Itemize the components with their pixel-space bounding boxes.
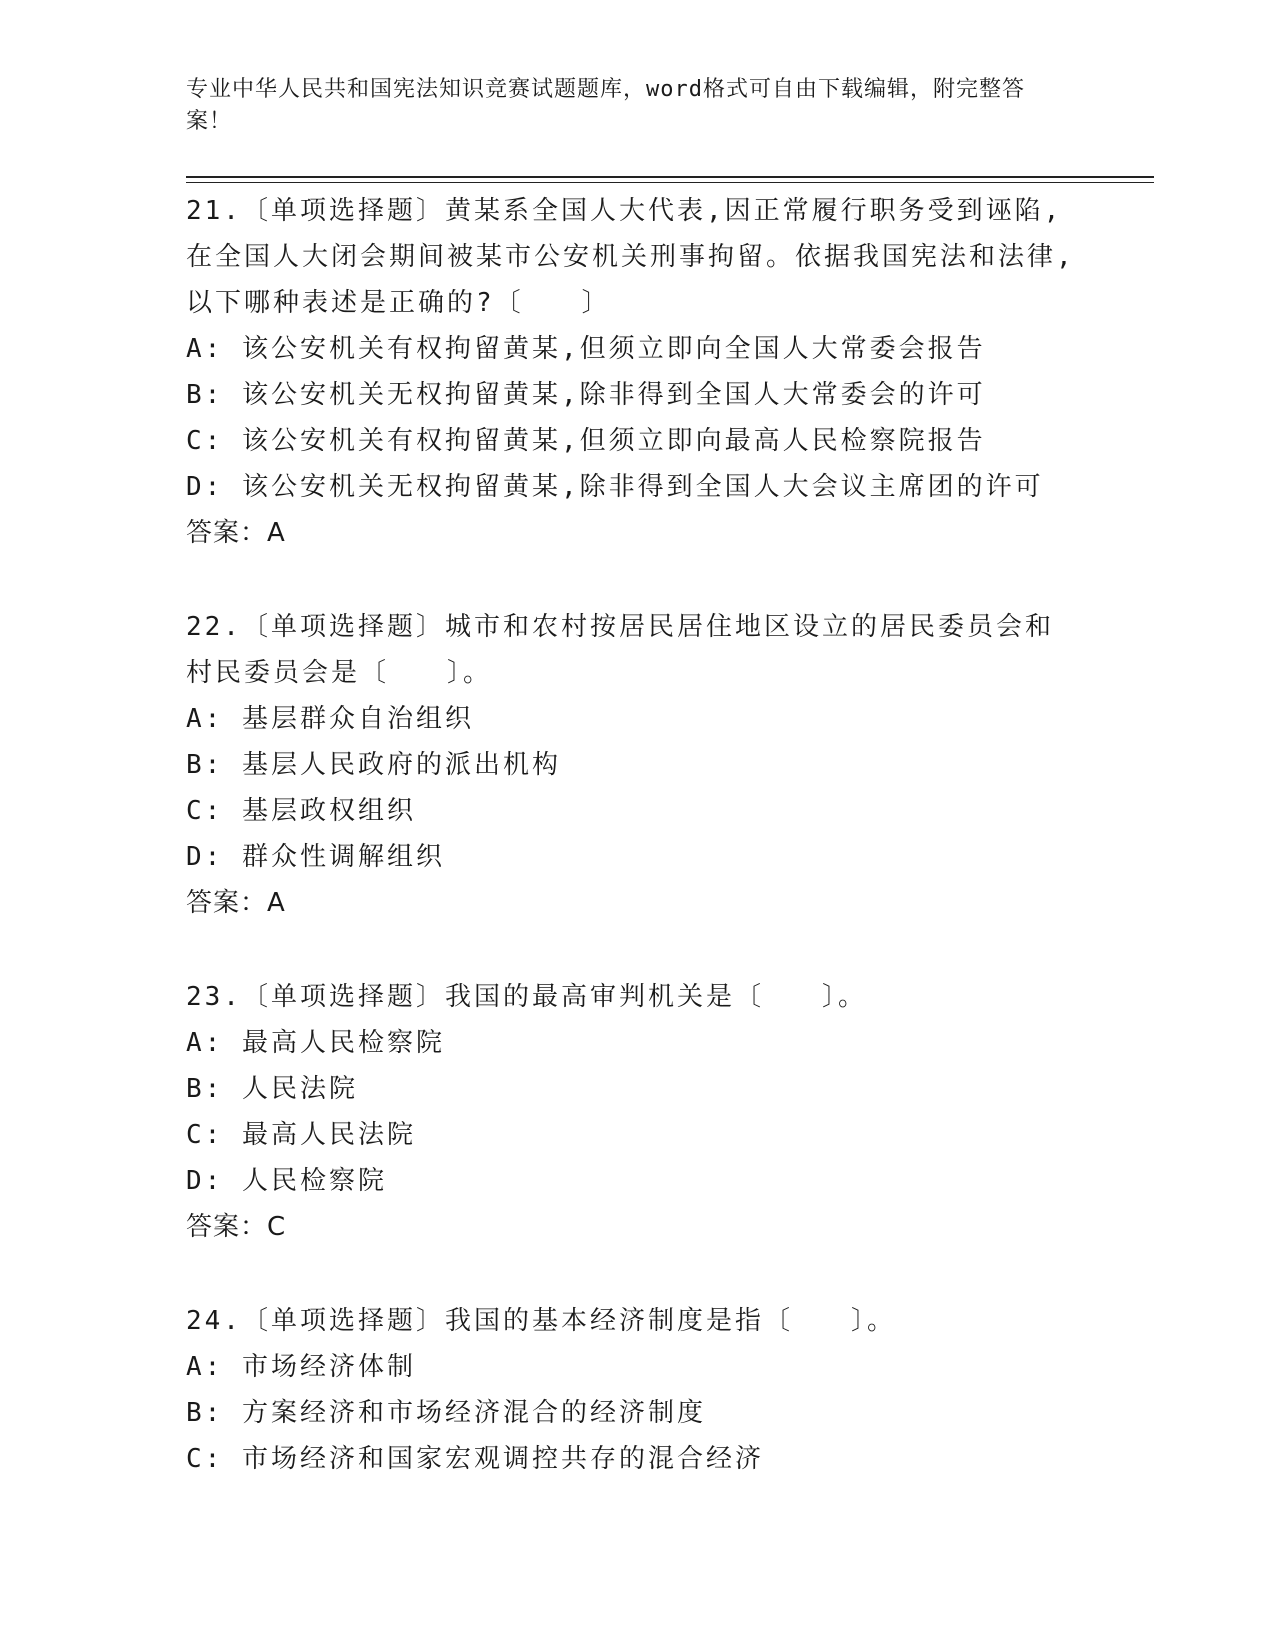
option-a: A: 该公安机关有权拘留黄某,但须立即向全国人大常委会报告 xyxy=(186,334,986,364)
option-d: D: 群众性调解组织 xyxy=(186,842,445,872)
answer: 答案：C xyxy=(186,1212,287,1242)
question-stem: 24.〔单项选择题〕我国的基本经济制度是指〔 〕。 xyxy=(186,1306,896,1336)
question-24 xyxy=(186,1298,1086,1482)
option-c: C: 该公安机关有权拘留黄某,但须立即向最高人民检察院报告 xyxy=(186,426,986,456)
header-divider-thick xyxy=(186,176,1154,178)
option-b: B: 该公安机关无权拘留黄某,除非得到全国人大常委会的许可 xyxy=(186,380,986,410)
answer: 答案：A xyxy=(186,518,286,548)
option-d: D: 人民检察院 xyxy=(186,1166,387,1196)
question-list xyxy=(186,188,1086,1530)
question-22 xyxy=(186,604,1086,926)
option-a: A: 基层群众自治组织 xyxy=(186,704,474,734)
option-b: B: 人民法院 xyxy=(186,1074,358,1104)
option-c: C: 市场经济和国家宏观调控共存的混合经济 xyxy=(186,1444,764,1474)
option-d: D: 该公安机关无权拘留黄某,除非得到全国人大会议主席团的许可 xyxy=(186,472,1044,502)
document-header: 专业中华人民共和国宪法知识竞赛试题题库，word格式可自由下载编辑，附完整答案！ xyxy=(186,77,1025,134)
question-stem: 22.〔单项选择题〕城市和农村按居民居住地区设立的居民委员会和村民委员会是〔 〕。 xyxy=(186,612,1054,688)
question-stem: 21.〔单项选择题〕黄某系全国人大代表,因正常履行职务受到诬陷,在全国人大闭会期间被某市公安机关刑事拘留。依据我国宪法和法律,以下哪种表述是正确的?〔 〕 xyxy=(186,196,1075,318)
option-a: A: 最高人民检察院 xyxy=(186,1028,445,1058)
question-23 xyxy=(186,974,1086,1250)
option-a: A: 市场经济体制 xyxy=(186,1352,416,1382)
question-stem: 23.〔单项选择题〕我国的最高审判机关是〔 〕。 xyxy=(186,982,867,1012)
question-21 xyxy=(186,188,1086,556)
option-c: C: 最高人民法院 xyxy=(186,1120,416,1150)
option-b: B: 方案经济和市场经济混合的经济制度 xyxy=(186,1398,706,1428)
option-b: B: 基层人民政府的派出机构 xyxy=(186,750,561,780)
answer: 答案：A xyxy=(186,888,286,918)
option-c: C: 基层政权组织 xyxy=(186,796,416,826)
header-divider-thin xyxy=(186,182,1154,183)
